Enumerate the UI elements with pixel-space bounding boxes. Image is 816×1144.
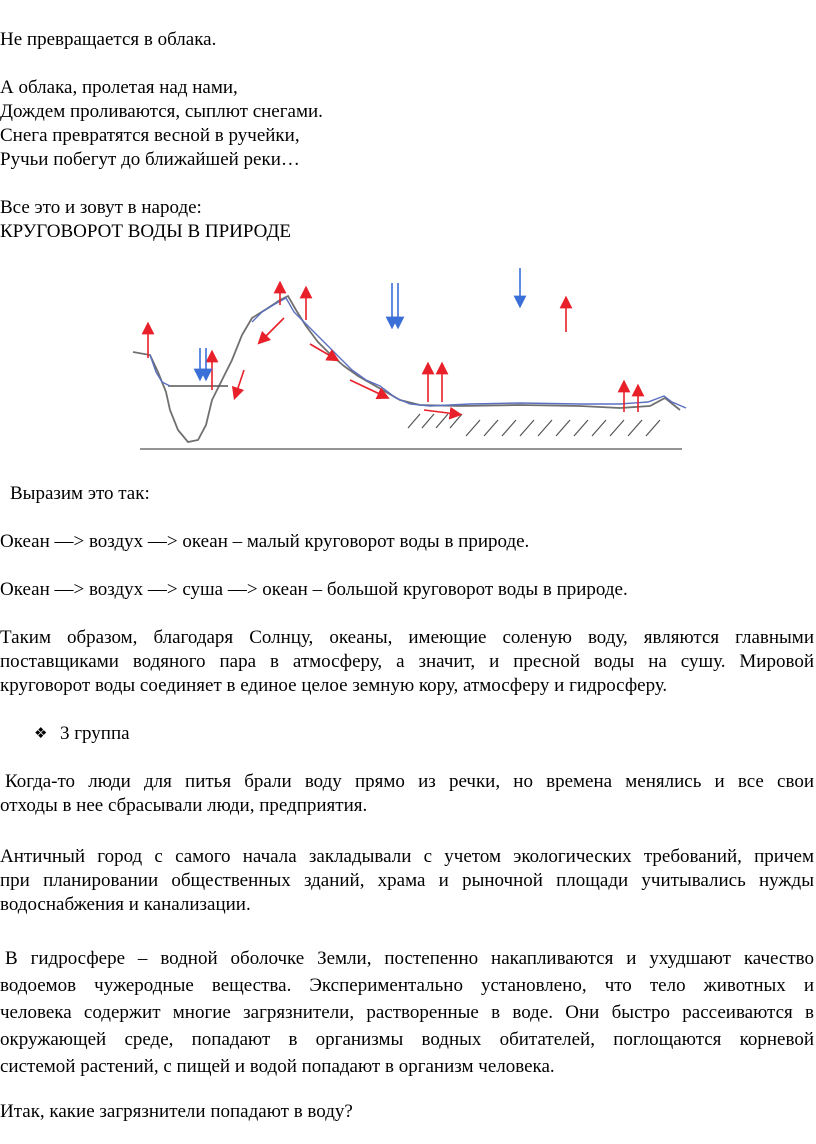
express-heading: Выразим это так:	[10, 483, 150, 504]
poem-line-3: Дождем проливаются, сыплют снегами.	[0, 101, 323, 122]
poem-line-4: Снега превратятся весной в ручейки,	[0, 125, 300, 146]
paragraph-row: Античный город с самого начала закладывали с учетом экологических требований, причем	[0, 846, 814, 867]
paragraph-row: водоснабжения и канализации.	[0, 894, 251, 915]
poem-line-1: Не превращается в облака.	[0, 29, 217, 50]
evaporation-arrows	[148, 287, 638, 412]
summary-row: круговорот воды соединяет в единое целое земную кору, атмосферу и гидросферу.	[0, 675, 668, 696]
paragraph-2	[0, 845, 814, 917]
paragraph-row: Когда-то люди для питья брали воду прямо из речки, но времена менялись и все свои	[5, 771, 814, 792]
paragraph-row: окружающей среде, попадают в организмы водных обитателей, поглощаются корневой	[0, 1029, 814, 1050]
summary-row: поставщиками водяного пара в атмосферу, а значит, и пресной воды на сушу. Мировой	[0, 651, 814, 672]
small-cycle-text: Океан —> воздух —> океан – малый круговорот воды в природе.	[0, 531, 530, 552]
summary-paragraph	[0, 626, 814, 698]
paragraph-3	[0, 945, 814, 1080]
water-line	[150, 298, 686, 408]
diamond-bullet-icon: ❖	[34, 724, 48, 742]
paragraph-row: при планировании общественных зданий, храма и рыночной площади учитывались нужды	[0, 870, 814, 891]
group-label: 3 группа	[60, 723, 130, 744]
paragraph-row: водоемов чужеродные вещества. Экспериментально установлено, что тело животных и	[0, 975, 814, 996]
paragraph-row: системой растений, с пищей и водой попадают в организм человека.	[0, 1056, 555, 1077]
poem-line-2: А облака, пролетая над нами,	[0, 77, 238, 98]
runoff-arrows	[236, 318, 456, 414]
big-cycle-text: Океан —> воздух —> суша —> океан – большой круговорот воды в природе.	[0, 579, 628, 600]
poem-line-5: Ручьи побегут до ближайшей реки…	[0, 149, 300, 170]
paragraph-1	[0, 770, 814, 818]
poem-line-6: Все это и зовут в народе:	[0, 197, 202, 218]
paragraph-row: человека содержит многие загрязнители, растворенные в воде. Они быстро рассеиваются в	[0, 1002, 814, 1023]
question-text: Итак, какие загрязнители попадают в воду?	[0, 1101, 353, 1122]
paragraph-row: отходы в нее сбрасывали люди, предприятия.	[0, 795, 368, 816]
paragraph-row: В гидросфере – водной оболочке Земли, постепенно накапливаются и ухудшают качество	[5, 948, 814, 969]
summary-row: Таким образом, благодаря Солнцу, океаны, имеющие соленую воду, являются главными	[0, 627, 814, 648]
water-cycle-diagram	[0, 0, 816, 470]
poem-line-7: КРУГОВОРОТ ВОДЫ В ПРИРОДЕ	[0, 221, 292, 242]
terrain-line	[133, 296, 680, 442]
ocean-hatch	[408, 414, 660, 436]
precipitation-arrows	[200, 268, 520, 375]
